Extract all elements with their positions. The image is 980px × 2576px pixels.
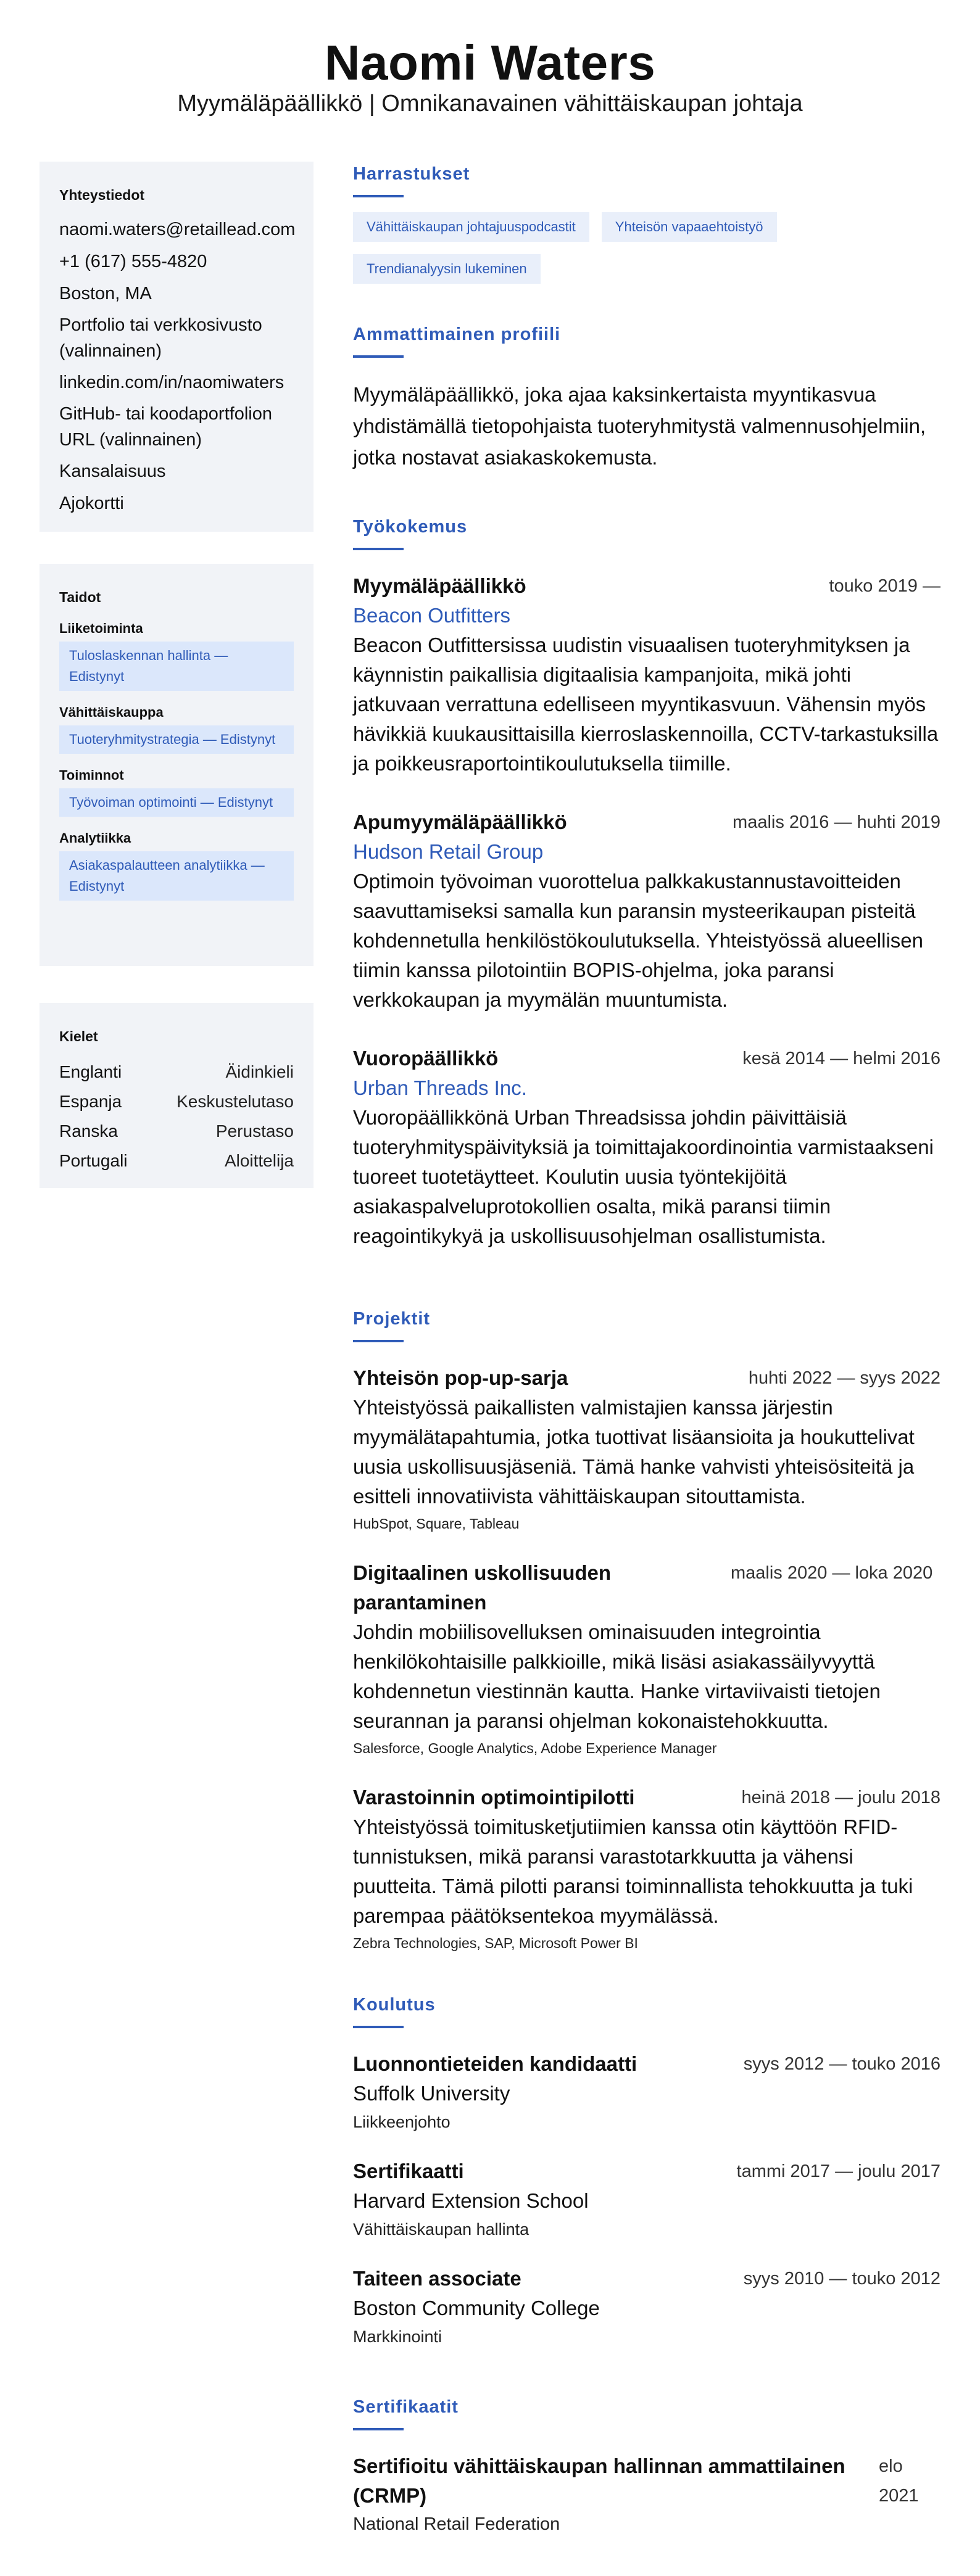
school-name: Harvard Extension School [353, 2189, 589, 2212]
profile-section [353, 322, 941, 358]
section-divider [353, 195, 404, 197]
degree-name: Luonnontieteiden kandidaatti [353, 2052, 637, 2075]
experience-list [353, 571, 941, 1274]
contact-citizenship: Kansalaisuus [59, 461, 166, 481]
language-row [59, 1146, 294, 1176]
contact-linkedin[interactable]: linkedin.com/in/naomiwaters [59, 373, 284, 392]
project-date: huhti 2022 — syys 2022 [748, 1368, 941, 1388]
contact-card [39, 162, 314, 532]
skill-group [59, 828, 294, 901]
contact-github: GitHub- tai koodaportfolion URL (valinnainen) [59, 404, 272, 450]
project-tech: Salesforce, Google Analytics, Adobe Experience Manager [353, 1740, 717, 1756]
project-entry [353, 1363, 941, 1536]
job-description: Vuoropäällikkönä Urban Threadsissa johdin päivittäisiä tuoteryhmityspäivityksiä ja toimittajakoordinointia varmistaakseni tuoreet tuotetäytteet. Koulutin uusia työntekijöitä asiakaspalveluprotokollien osalta, mikä paransi tiimin reagointikykyä ja uskollisuusohjelman osallistumista. [353, 1106, 934, 1247]
education-field: Vähittäiskaupan hallinta [353, 2220, 529, 2239]
skill-tag: Asiakaspalautteen analytiikka — Edistynyt [59, 851, 294, 901]
education-date: syys 2010 — touko 2012 [743, 2269, 941, 2289]
degree-name: Taiteen associate [353, 2267, 521, 2290]
contact-phone: +1 (617) 555-4820 [59, 252, 207, 271]
experience-entry [353, 571, 941, 778]
languages-card [39, 1003, 314, 1188]
profile-body [353, 379, 941, 473]
languages-title: Kielet [59, 1028, 98, 1044]
school-name: Suffolk University [353, 2082, 510, 2105]
contact-email[interactable]: naomi.waters@retaillead.com [59, 220, 296, 239]
contact-location: Boston, MA [59, 284, 152, 303]
skills-card [39, 564, 314, 966]
education-date: tammi 2017 — joulu 2017 [736, 2161, 941, 2181]
skill-category: Analytiikka [59, 830, 131, 846]
education-field: Markkinointi [353, 2327, 442, 2346]
certification-name: Sertifioitu vähittäiskaupan hallinnan ammattilainen (CRMP) [353, 2454, 845, 2507]
skill-tag: Tuoteryhmitystrategia — Edistynyt [59, 725, 294, 754]
education-field: Liikkeenjohto [353, 2113, 451, 2131]
projects-section [353, 1307, 941, 1342]
job-description: Optimoin työvoiman vuorottelua palkkakustannustavoitteiden saavuttamiseksi samalla kun paransin mysteerikaupan pisteitä kohdennetulla henkilöstökoulutuksella. Yhteistyössä alueellisen tiimin kanssa pilotointiin BOPIS-ohjelma, joka paransi verkkokaupan ja myymälän muuntumista. [353, 870, 923, 1011]
hobbies-section [353, 162, 941, 197]
skill-group [59, 702, 294, 754]
language-level: Keskustelutaso [176, 1092, 294, 1111]
skill-category: Toiminnot [59, 767, 124, 783]
section-divider [353, 1340, 404, 1342]
job-company: Beacon Outfitters [353, 604, 510, 627]
candidate-name: Naomi Waters [324, 35, 656, 90]
project-description: Yhteistyössä toimitusketjutiimien kanssa otin käyttöön RFID-tunnistuksen, mikä paransi varastotarkkuutta ja vähensi puutteita. Tämä pilotti paransi toiminnallista tehokkuutta ja tuki parempaa päätöksentekoa myymälässä. [353, 1815, 913, 1927]
experience-title: Työkokemus [353, 517, 468, 537]
contact-title: Yhteystiedot [59, 187, 145, 203]
education-entry [353, 2264, 941, 2350]
profile-text: Myymäläpäällikkö, joka ajaa kaksinkertaista myyntikasvua yhdistämällä tietopohjaista tuoteryhmitystä valmennusohjelmiin, jotka nostavat asiakaskokemusta. [353, 383, 926, 469]
experience-entry [353, 807, 941, 1015]
language-row [59, 1057, 294, 1087]
certifications-list [353, 2451, 941, 2556]
language-name: Ranska [59, 1121, 118, 1141]
hobby-tags [353, 212, 941, 284]
section-divider [353, 355, 404, 358]
education-date: syys 2012 — touko 2016 [743, 2054, 941, 2074]
education-entry [353, 2049, 941, 2136]
job-date: maalis 2016 — huhti 2019 [733, 812, 941, 832]
project-entry [353, 1558, 941, 1761]
language-row [59, 1087, 294, 1117]
contact-license: Ajokortti [59, 493, 124, 513]
education-section [353, 1992, 941, 2028]
skill-category: Vähittäiskauppa [59, 704, 164, 720]
project-tech: HubSpot, Square, Tableau [353, 1516, 520, 1532]
job-date: kesä 2014 — helmi 2016 [742, 1049, 941, 1068]
project-date: maalis 2020 — loka 2020 [731, 1563, 933, 1583]
certification-entry [353, 2451, 941, 2538]
project-name: Varastoinnin optimointipilotti [353, 1786, 635, 1809]
skill-tag: Tuloslaskennan hallinta — Edistynyt [59, 642, 294, 691]
profile-title: Ammattimainen profiili [353, 324, 561, 344]
certification-date: elo 2021 [879, 2456, 919, 2506]
section-divider [353, 548, 404, 550]
language-level: Aloittelija [224, 1151, 294, 1170]
hobby-tag: Trendianalyysin lukeminen [353, 254, 541, 284]
projects-list [353, 1363, 941, 1980]
language-name: Portugali [59, 1151, 128, 1170]
skill-category: Liiketoiminta [59, 621, 143, 636]
certifications-title: Sertifikaatit [353, 2397, 459, 2417]
job-title: Myymäläpäällikkö [353, 574, 526, 597]
language-name: Englanti [59, 1062, 122, 1081]
project-description: Yhteistyössä paikallisten valmistajien kanssa järjestin myymälätapahtumia, jotka tuottivat lisäansioita ja houkuttelivat uusia uskollisuusjäseniä. Tämä hanke vahvisti yhteisösiteitä ja esitteli innovatiivista vähittäiskaupan sitouttamista. [353, 1396, 915, 1508]
section-divider [353, 2428, 404, 2430]
projects-title: Projektit [353, 1309, 431, 1329]
experience-section [353, 514, 941, 550]
language-level: Perustaso [215, 1121, 294, 1141]
project-date: heinä 2018 — joulu 2018 [741, 1788, 941, 1807]
degree-name: Sertifikaatti [353, 2160, 464, 2182]
certification-issuer: National Retail Federation [353, 2514, 560, 2534]
job-company: Urban Threads Inc. [353, 1076, 527, 1099]
job-description: Beacon Outfittersissa uudistin visuaalisen tuoteryhmityksen ja käynnistin paikallisia digitaalisia kampanjoita, mikä johti jatkuvaan verrattuna edelliseen myyntikasvuun. Vähensin myös hävikkiä kuukausittaisilla kierroslaskennoilla, CCTV-tarkastuksilla ja poikkeusraportointikoulutuksella tiimille. [353, 634, 939, 775]
hobbies-title: Harrastukset [353, 164, 470, 184]
project-entry [353, 1783, 941, 1955]
contact-portfolio: Portfolio tai verkkosivusto (valinnainen) [59, 315, 262, 361]
education-title: Koulutus [353, 1995, 436, 2015]
experience-entry [353, 1044, 941, 1251]
education-list [353, 2049, 941, 2382]
language-level: Äidinkieli [225, 1062, 294, 1081]
language-name: Espanja [59, 1092, 122, 1111]
hobby-tag: Yhteisön vapaaehtoistyö [602, 212, 777, 242]
education-entry [353, 2157, 941, 2243]
school-name: Boston Community College [353, 2297, 600, 2319]
job-title: Vuoropäällikkö [353, 1047, 499, 1070]
job-title: Apumyymäläpäällikkö [353, 811, 567, 833]
job-company: Hudson Retail Group [353, 840, 544, 863]
project-description: Johdin mobiilisovelluksen ominaisuuden integrointia henkilökohtaisille palkkioille, mikä lisäsi asiakassäilyvyyttä kohdennetun viestinnän kautta. Hanke virtaviivaisti tietojen seurannan ja paransi ohjelman kokonaistehokkuutta. [353, 1620, 881, 1732]
project-tech: Zebra Technologies, SAP, Microsoft Power BI [353, 1935, 638, 1951]
hobby-tag: Vähittäiskaupan johtajuuspodcastit [353, 212, 589, 242]
project-name: Digitaalinen uskollisuuden parantaminen [353, 1561, 612, 1614]
skills-title: Taidot [59, 589, 101, 605]
certifications-section [353, 2395, 941, 2430]
skill-group [59, 765, 294, 817]
job-date: touko 2019 — [829, 576, 941, 596]
project-name: Yhteisön pop-up-sarja [353, 1366, 568, 1389]
language-row [59, 1117, 294, 1146]
candidate-headline: Myymäläpäällikkö | Omnikanavainen vähittäiskaupan johtaja [177, 91, 803, 117]
skill-tag: Työvoiman optimointi — Edistynyt [59, 788, 294, 817]
skill-group [59, 618, 294, 691]
section-divider [353, 2026, 404, 2028]
